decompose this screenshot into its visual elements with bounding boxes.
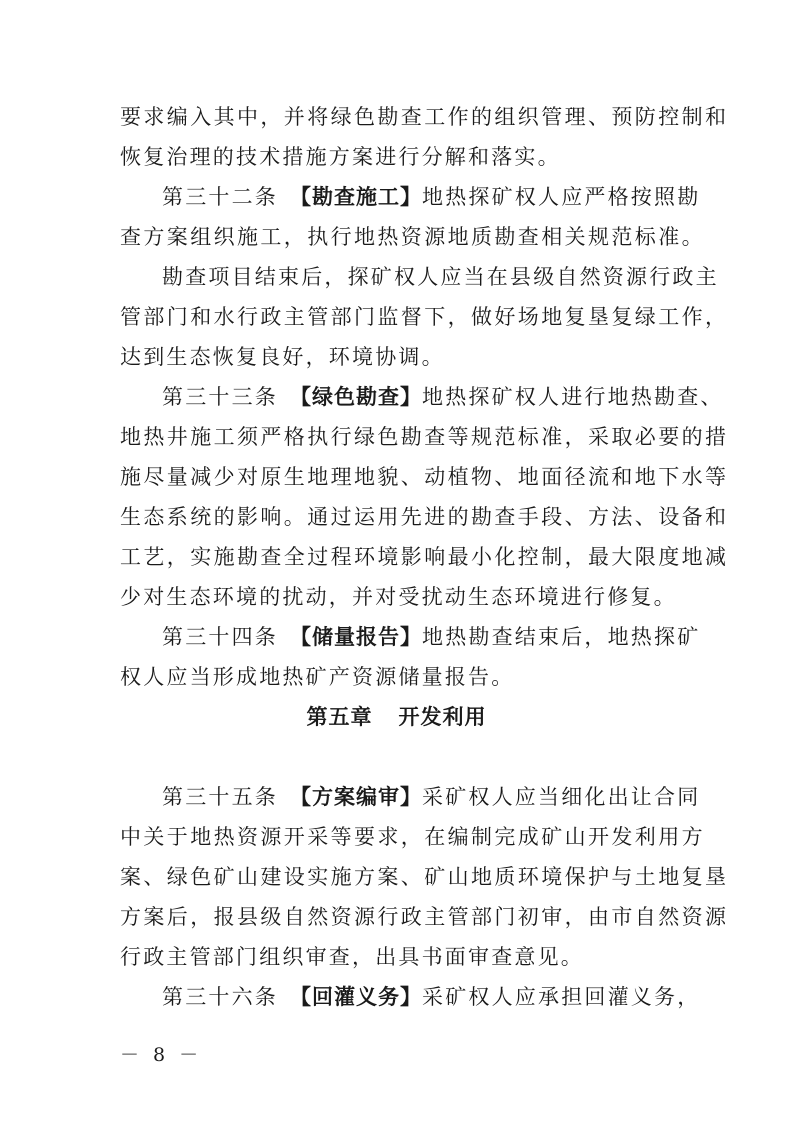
article-text: 地热勘查结束后，地热探矿 [422,625,701,649]
chapter-name: 开发利用 [398,705,487,729]
article-heading: 【绿色勘查】 [290,385,422,409]
article-heading: 【方案编审】 [290,785,422,809]
article-34-first-line [162,617,701,657]
body-text-line: 查方案组织施工，执行地热资源地质勘查相关规范标准。 [120,225,705,249]
body-text-line: 施尽量减少对原生地理地貌、动植物、地面径流和地下水等 [120,465,729,489]
article-number: 第三十二条 [162,185,278,209]
body-text-line: 少对生态环境的扰动，并对受扰动生态环境进行修复。 [120,585,677,609]
body-text-line: 地热井施工须严格执行绿色勘查等规范标准，采取必要的措 [120,425,729,449]
body-text-line: 要求编入其中，并将绿色勘查工作的组织管理、预防控制和 [120,105,729,129]
body-text-line: 恢复治理的技术措施方案进行分解和落实。 [120,145,561,169]
article-text: 采矿权人应当细化出让合同 [422,785,701,809]
article-36-first-line [162,977,701,1017]
article-heading: 【储量报告】 [290,625,422,649]
article-number: 第三十四条 [162,625,278,649]
article-number: 第三十五条 [162,785,278,809]
article-35-first-line [162,777,701,817]
chapter-number: 第五章 [306,705,373,729]
body-text-line: 勘查项目结束后，探矿权人应当在县级自然资源行政主 [162,265,719,289]
body-text-line: 达到生态恢复良好，环境协调。 [120,345,445,369]
body-text-line: 权人应当形成地热矿产资源储量报告。 [120,665,515,689]
article-text: 地热探矿权人进行地热勘查、 [422,385,724,409]
body-text-line: 工艺，实施勘查全过程环境影响最小化控制，最大限度地减 [120,545,729,569]
body-text-line: 行政主管部门组织审查，出具书面审查意见。 [120,945,584,969]
article-33-first-line [162,377,724,417]
article-text: 地热探矿权人应严格按照勘 [422,185,701,209]
body-text-line: 生态系统的影响。通过运用先进的勘查手段、方法、设备和 [120,505,729,529]
page-number: － 8 － [120,1044,203,1066]
article-number: 第三十六条 [162,985,278,1009]
article-number: 第三十三条 [162,385,278,409]
body-text-line: 案、绿色矿山建设实施方案、矿山地质环境保护与土地复垦 [120,865,729,889]
chapter-title [0,697,793,737]
body-text-line: 方案后，报县级自然资源行政主管部门初审，由市自然资源 [120,905,729,929]
article-heading: 【勘查施工】 [290,185,422,209]
article-32-first-line [162,177,701,217]
body-text-line: 中关于地热资源开采等要求，在编制完成矿山开发利用方 [120,825,705,849]
article-heading: 【回灌义务】 [290,985,422,1009]
article-text: 采矿权人应承担回灌义务， [422,985,701,1009]
body-text-line: 管部门和水行政主管部门监督下，做好场地复垦复绿工作， [120,305,729,329]
